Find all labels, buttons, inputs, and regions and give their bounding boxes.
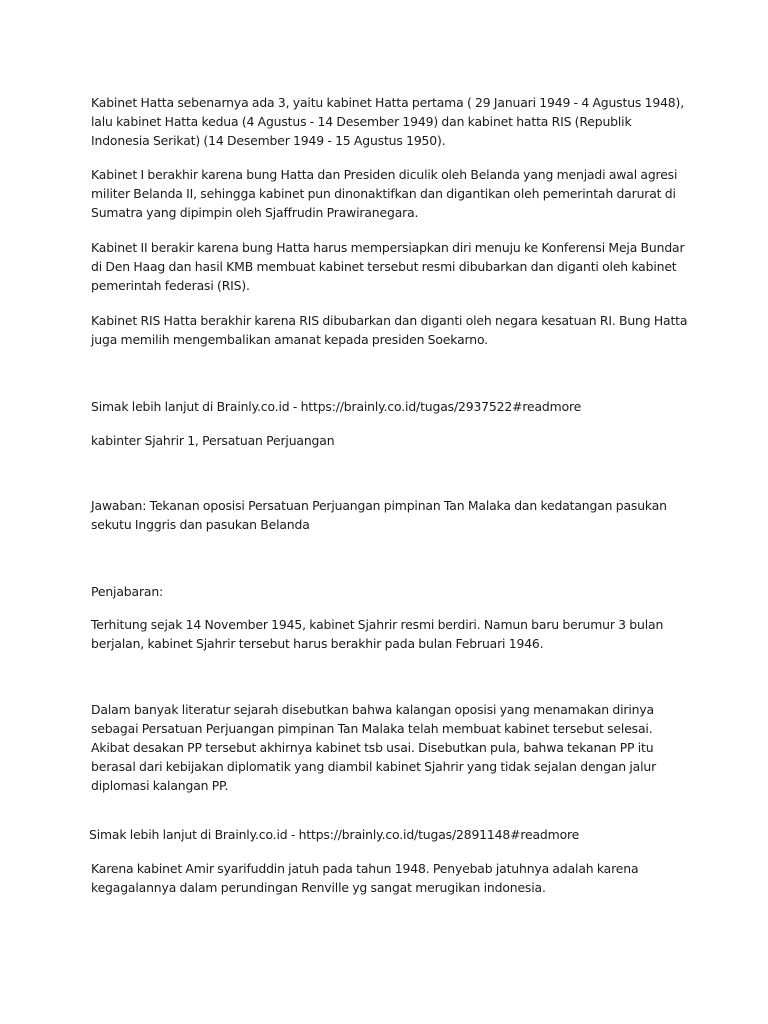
- paragraph-amir-syarifuddin: Karena kabinet Amir syarifuddin jatuh pada tahun 1948. Penyebab jatuhnya adalah karena kegagalannya dalam perundingan Renville yg sangat merugikan indonesia.: [91, 861, 639, 895]
- paragraph-persatuan-perjuangan: Dalam banyak literatur sejarah disebutkan bahwa kalangan oposisi yang menamakan dirinya sebagai Persatuan Perjuangan pimpinan Tan Malaka telah membuat kabinet tersebut selesai. Akibat desakan PP tersebut akhirnya kabinet tsb usai. Disebutkan pula, bahwa tekanan PP itu berasal dari kebijakan diplomatik yang diambil kabinet Sjahrir yang tidak sejalan dengan jalur diplomasi kalangan PP.: [91, 702, 657, 793]
- paragraph-kabinet-hatta-overview: Kabinet Hatta sebenarnya ada 3, yaitu kabinet Hatta pertama ( 29 Januari 1949 - 4 Agustus 1948), lalu kabinet Hatta kedua (4 Agustus - 14 Desember 1949) dan kabinet hatta RIS (Republik Indonesia Serikat) (14 Desember 1949 - 15 Agustus 1950).: [91, 95, 685, 148]
- answer-paragraph: Jawaban: Tekanan oposisi Persatuan Perjuangan pimpinan Tan Malaka dan kedatangan pasukan sekutu Inggris dan pasukan Belanda: [91, 498, 667, 532]
- paragraph-kabinet-hatta-1: Kabinet I berakhir karena bung Hatta dan Presiden diculik oleh Belanda yang menjadi awal agresi militer Belanda II, sehingga kabinet pun dinonaktifkan dan digantikan oleh pemerintah darurat di Sumatra yang dipimpin oleh Sjaffrudin Prawiranegara.: [91, 167, 678, 220]
- paragraph-sjahrir-established: Terhitung sejak 14 November 1945, kabinet Sjahrir resmi berdiri. Namun baru berumur 3 bulan berjalan, kabinet Sjahrir tersebut harus berakhir pada bulan Februari 1946.: [91, 617, 664, 651]
- question-heading: kabinter Sjahrir 1, Persatuan Perjuangan: [91, 433, 335, 448]
- paragraph-kabinet-hatta-2: Kabinet II berakir karena bung Hatta harus mempersiapkan diri menuju ke Konferensi Meja Bundar di Den Haag dan hasil KMB membuat kabinet tersebut resmi dibubarkan dan diganti oleh kabinet pemerintah federasi (RIS).: [91, 240, 685, 293]
- source-note-2: Simak lebih lanjut di Brainly.co.id - https://brainly.co.id/tugas/2891148#readmore: [89, 827, 580, 842]
- paragraph-kabinet-hatta-ris: Kabinet RIS Hatta berakhir karena RIS dibubarkan dan diganti oleh negara kesatuan RI. Bung Hatta juga memilih mengembalikan amanat kepada presiden Soekarno.: [91, 313, 688, 347]
- explanation-heading: Penjabaran:: [91, 584, 164, 599]
- source-note-1: Simak lebih lanjut di Brainly.co.id - https://brainly.co.id/tugas/2937522#readmore: [91, 399, 582, 414]
